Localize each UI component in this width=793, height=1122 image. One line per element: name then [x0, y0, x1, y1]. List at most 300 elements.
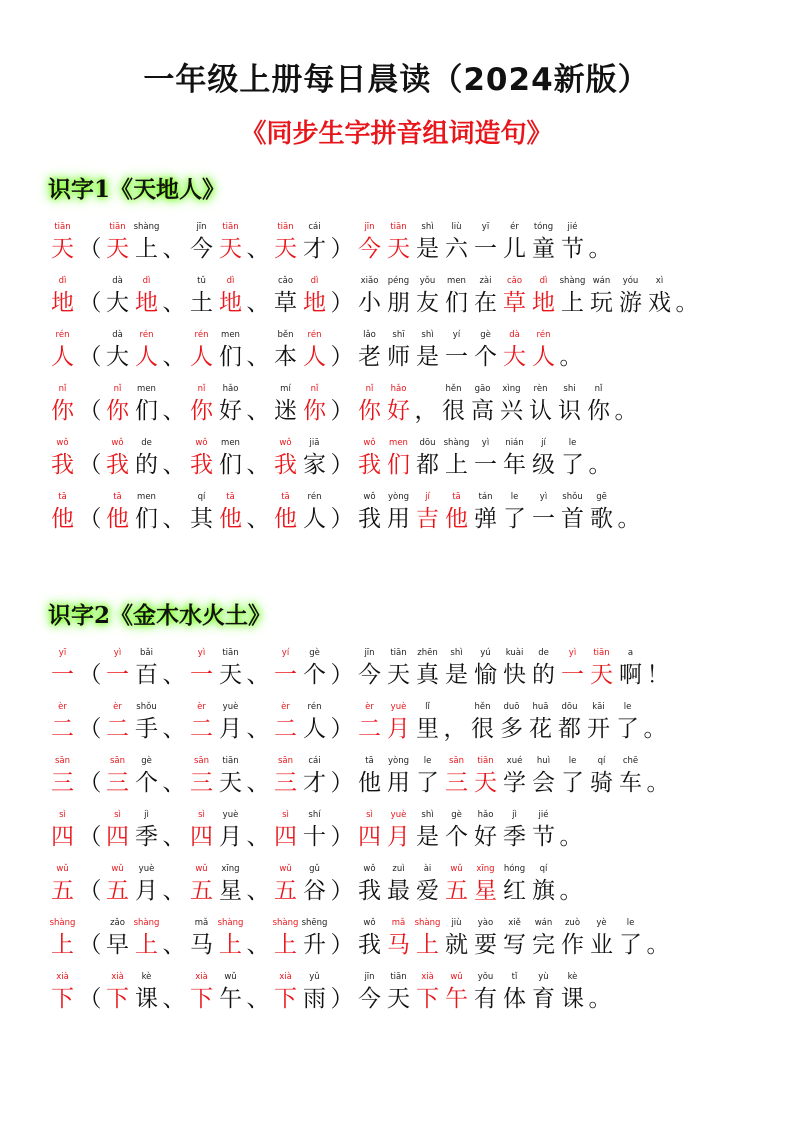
hanzi: 我 [274, 452, 297, 478]
pinyin: tiān [390, 972, 407, 982]
hanzi-cell [413, 491, 442, 534]
hanzi: 大 [503, 344, 526, 370]
hanzi-cell [187, 701, 216, 744]
hanzi-cell [471, 647, 500, 690]
pinyin: xìng [502, 384, 521, 394]
hanzi-cell [355, 917, 384, 960]
hanzi-cell [471, 809, 500, 852]
hanzi: 谷 [303, 878, 326, 904]
pinyin: yuè [222, 810, 239, 820]
hanzi-cell [442, 221, 471, 264]
hanzi: 你 [358, 398, 381, 424]
hanzi-cell [439, 383, 468, 426]
hanzi-cell [103, 755, 132, 798]
hanzi-cell [471, 755, 500, 798]
pinyin: wǒ [111, 438, 124, 448]
hanzi-cell [216, 275, 245, 318]
hanzi: 老 [358, 344, 381, 370]
hanzi: 五 [106, 878, 129, 904]
punctuation-cell [161, 701, 187, 744]
hanzi: 用 [387, 506, 410, 532]
punctuation-cell [587, 221, 613, 264]
hanzi: 六 [445, 236, 468, 262]
hanzi-cell [216, 221, 245, 264]
pinyin: sì [366, 810, 373, 820]
hanzi: 上 [135, 932, 158, 958]
punctuation-cell [77, 701, 103, 744]
hanzi-cell [384, 863, 413, 906]
hanzi: 我 [358, 452, 381, 478]
pinyin: tiān [222, 648, 239, 658]
pinyin: wǔ [450, 972, 463, 982]
pinyin: kāi [592, 702, 605, 712]
hanzi: 他 [274, 506, 297, 532]
sentence-line [48, 210, 768, 264]
pinyin: yì [481, 438, 490, 448]
pinyin: sān [277, 756, 294, 766]
hanzi: 我 [106, 452, 129, 478]
hanzi: 们 [135, 506, 158, 532]
hanzi: 、 [162, 398, 186, 424]
hanzi-cell [355, 329, 384, 372]
hanzi: 三 [190, 770, 213, 796]
hanzi-cell [442, 329, 471, 372]
hanzi-cell [271, 863, 300, 906]
pinyin: yī [481, 222, 490, 232]
hanzi-cell [48, 917, 77, 960]
sentence-line [48, 372, 768, 426]
hanzi: 下 [274, 986, 297, 1012]
hanzi: 、 [162, 932, 186, 958]
pinyin: tā [113, 492, 122, 502]
hanzi: （ [78, 506, 102, 532]
punctuation-cell [77, 437, 103, 480]
pinyin: shì [450, 648, 463, 658]
hanzi-cell [132, 437, 161, 480]
hanzi-cell [187, 329, 216, 372]
hanzi: 个 [474, 344, 497, 370]
sentence-line [48, 264, 768, 318]
hanzi: 上 [416, 932, 439, 958]
hanzi: 本 [274, 344, 297, 370]
punctuation-cell [413, 383, 439, 426]
hanzi-cell [132, 329, 161, 372]
pinyin: ér [510, 222, 519, 232]
hanzi: 你 [587, 398, 610, 424]
sentence-line [48, 318, 768, 372]
punctuation-cell [161, 917, 187, 960]
hanzi-cell [271, 701, 300, 744]
hanzi: （ [78, 932, 102, 958]
hanzi-cell [271, 437, 300, 480]
hanzi-cell [471, 863, 500, 906]
hanzi-cell [471, 971, 500, 1014]
hanzi: 季 [503, 824, 526, 850]
hanzi: 我 [51, 452, 74, 478]
hanzi: 花 [529, 716, 552, 742]
hanzi: 的 [135, 452, 158, 478]
hanzi: ） [330, 824, 354, 850]
pinyin: nǐ [310, 384, 319, 394]
hanzi-cell [187, 647, 216, 690]
pinyin: gè [480, 330, 491, 340]
hanzi: 、 [162, 344, 186, 370]
hanzi: 天 [51, 236, 74, 262]
hanzi-cell [216, 809, 245, 852]
pinyin: mǎ [391, 918, 406, 928]
hanzi-cell [132, 491, 161, 534]
hanzi: 多 [500, 716, 523, 742]
hanzi-cell [48, 863, 77, 906]
pinyin: zài [479, 276, 492, 286]
pinyin: wǔ [195, 864, 208, 874]
hanzi: 的 [532, 662, 555, 688]
hanzi-cell [587, 917, 616, 960]
hanzi: 吉 [416, 506, 439, 532]
pinyin: tǐ [511, 972, 518, 982]
punctuation-cell [329, 809, 355, 852]
hanzi-cell [529, 971, 558, 1014]
pinyin: sì [198, 810, 205, 820]
section-title: 《金木水火土》 [110, 602, 272, 629]
hanzi-cell [384, 383, 413, 426]
hanzi: 四 [358, 824, 381, 850]
section-number: 识字2 [48, 602, 111, 629]
hanzi: 师 [387, 344, 410, 370]
hanzi: 骑 [590, 770, 613, 796]
hanzi: 、 [246, 716, 270, 742]
pinyin: xià [111, 972, 124, 982]
hanzi: 三 [274, 770, 297, 796]
pinyin: xià [56, 972, 69, 982]
hanzi-cell [271, 491, 300, 534]
hanzi-cell [132, 917, 161, 960]
pinyin: xià [279, 972, 292, 982]
hanzi-cell [300, 809, 329, 852]
hanzi-cell [48, 701, 77, 744]
pinyin: běn [277, 330, 294, 340]
hanzi-cell [48, 755, 77, 798]
pinyin: shàng [272, 918, 299, 928]
pinyin: jīn [364, 648, 375, 658]
hanzi: 、 [162, 236, 186, 262]
pinyin: gǔ [309, 864, 320, 874]
hanzi-cell [271, 647, 300, 690]
pinyin: yù [538, 972, 549, 982]
hanzi: 我 [358, 932, 381, 958]
hanzi: 他 [358, 770, 381, 796]
hanzi: 天 [274, 236, 297, 262]
pinyin: rén [307, 330, 322, 340]
pinyin: rén [194, 330, 209, 340]
hanzi: ） [330, 452, 354, 478]
hanzi-cell [300, 647, 329, 690]
sentence-line [48, 852, 768, 906]
pinyin: xì [655, 276, 664, 286]
pinyin: le [568, 438, 577, 448]
hanzi: 有 [474, 986, 497, 1012]
pinyin: rén [307, 492, 322, 502]
pinyin: wǔ [279, 864, 292, 874]
punctuation-cell [161, 809, 187, 852]
hanzi: 午 [219, 986, 242, 1012]
hanzi: 天 [387, 662, 410, 688]
pinyin: cái [308, 222, 321, 232]
hanzi: 、 [246, 662, 270, 688]
hanzi: 、 [246, 290, 270, 316]
pinyin: shàng [217, 918, 244, 928]
hanzi-cell [529, 275, 558, 318]
hanzi: （ [78, 290, 102, 316]
hanzi: 月 [219, 824, 242, 850]
hanzi-cell [442, 437, 471, 480]
sentence-line [48, 480, 768, 534]
punctuation-cell [77, 329, 103, 372]
hanzi-cell [500, 755, 529, 798]
hanzi: ） [330, 236, 354, 262]
hanzi: 一 [532, 506, 555, 532]
punctuation-cell [329, 383, 355, 426]
line-list [48, 636, 768, 1014]
pinyin: men [137, 384, 156, 394]
hanzi-cell [132, 755, 161, 798]
hanzi: （ [78, 344, 102, 370]
pinyin: jí [425, 492, 430, 502]
pinyin: yào [477, 918, 494, 928]
hanzi-cell [216, 329, 245, 372]
pinyin: rén [55, 330, 70, 340]
pinyin: tóng [533, 222, 554, 232]
hanzi-cell [48, 383, 77, 426]
hanzi: 旗 [532, 878, 555, 904]
hanzi-cell [48, 275, 77, 318]
page-subtitle: 《同步生字拼音组词造句》 [240, 119, 553, 149]
hanzi: 育 [532, 986, 555, 1012]
hanzi-cell [558, 917, 587, 960]
pinyin: rèn [533, 384, 548, 394]
pinyin: xīng [476, 864, 495, 874]
punctuation-cell [245, 383, 271, 426]
hanzi-cell [187, 809, 216, 852]
punctuation-cell [329, 863, 355, 906]
hanzi: 人 [303, 344, 326, 370]
hanzi: 一 [106, 662, 129, 688]
hanzi-cell [500, 971, 529, 1014]
hanzi: 星 [474, 878, 497, 904]
hanzi: 天 [474, 770, 497, 796]
hanzi: 。 [588, 236, 612, 262]
hanzi-cell [555, 701, 584, 744]
pinyin: wǔ [224, 972, 237, 982]
pinyin: mí [280, 384, 291, 394]
hanzi: 二 [190, 716, 213, 742]
pinyin: shàng [559, 276, 586, 286]
pinyin: shàng [133, 222, 160, 232]
hanzi: 们 [219, 344, 242, 370]
punctuation-cell [245, 437, 271, 480]
hanzi: 一 [51, 662, 74, 688]
pinyin: tā [281, 492, 290, 502]
hanzi: 们 [387, 452, 410, 478]
pinyin: tiān [222, 222, 239, 232]
pinyin: nǐ [113, 384, 122, 394]
punctuation-cell [587, 971, 613, 1014]
pinyin: sān [448, 756, 465, 766]
hanzi: 们 [219, 452, 242, 478]
hanzi-cell [271, 971, 300, 1014]
hanzi: 午 [445, 986, 468, 1012]
section-heading [48, 170, 768, 210]
hanzi: 天 [387, 986, 410, 1012]
hanzi-cell [616, 647, 645, 690]
hanzi-cell [103, 863, 132, 906]
hanzi: 兴 [500, 398, 523, 424]
punctuation-cell [77, 863, 103, 906]
hanzi-cell [413, 917, 442, 960]
pinyin: shàng [49, 918, 76, 928]
hanzi: 月 [387, 824, 410, 850]
pinyin: dà [509, 330, 520, 340]
punctuation-cell [161, 221, 187, 264]
hanzi: 四 [274, 824, 297, 850]
hanzi-cell [103, 971, 132, 1014]
pinyin: wǔ [56, 864, 69, 874]
hanzi-cell [413, 971, 442, 1014]
pinyin: wǔ [450, 864, 463, 874]
pinyin: le [568, 756, 577, 766]
pinyin: rén [536, 330, 551, 340]
punctuation-cell [245, 971, 271, 1014]
hanzi-cell [468, 701, 497, 744]
pinyin: sì [59, 810, 66, 820]
hanzi: 作 [561, 932, 584, 958]
pinyin: wǒ [363, 918, 376, 928]
hanzi: 好 [387, 398, 410, 424]
punctuation-cell [642, 701, 668, 744]
hanzi: 。 [643, 716, 667, 742]
pinyin: rén [307, 702, 322, 712]
hanzi: 个 [445, 824, 468, 850]
pinyin: tiān [222, 756, 239, 766]
hanzi: 天 [219, 770, 242, 796]
hanzi: 他 [106, 506, 129, 532]
hanzi: 其 [190, 506, 213, 532]
lesson-section-2 [48, 596, 768, 1014]
hanzi: 在 [474, 290, 497, 316]
punctuation-cell [245, 809, 271, 852]
hanzi-cell [442, 491, 471, 534]
hanzi: 一 [474, 452, 497, 478]
hanzi-cell [529, 329, 558, 372]
hanzi: 课 [135, 986, 158, 1012]
hanzi: 要 [474, 932, 497, 958]
pinyin: yuè [138, 864, 155, 874]
hanzi: 百 [135, 662, 158, 688]
hanzi: 、 [162, 716, 186, 742]
hanzi-cell [355, 647, 384, 690]
hanzi-cell [103, 383, 132, 426]
hanzi-cell [48, 809, 77, 852]
pinyin: dà [112, 330, 123, 340]
punctuation-cell [329, 329, 355, 372]
hanzi-cell [555, 383, 584, 426]
hanzi-cell [500, 221, 529, 264]
pinyin: men [389, 438, 408, 448]
punctuation-cell [161, 329, 187, 372]
pinyin: shì [421, 810, 434, 820]
hanzi: 高 [471, 398, 494, 424]
hanzi: 首 [561, 506, 584, 532]
hanzi-cell [413, 863, 442, 906]
hanzi-cell [471, 275, 500, 318]
hanzi: 一 [474, 236, 497, 262]
hanzi: 、 [162, 662, 186, 688]
hanzi-cell [216, 917, 245, 960]
hanzi: 今 [358, 662, 381, 688]
punctuation-cell [161, 647, 187, 690]
hanzi: 里 [416, 716, 439, 742]
pinyin: yí [452, 330, 461, 340]
hanzi: 下 [51, 986, 74, 1012]
hanzi-cell [271, 383, 300, 426]
hanzi: 啊 [619, 662, 642, 688]
hanzi-cell [384, 755, 413, 798]
hanzi: 、 [162, 290, 186, 316]
hanzi-cell [413, 437, 442, 480]
hanzi: 他 [219, 506, 242, 532]
hanzi-cell [587, 647, 616, 690]
hanzi: ， [414, 398, 438, 424]
hanzi: 一 [274, 662, 297, 688]
hanzi: 业 [590, 932, 613, 958]
hanzi: 上 [445, 452, 468, 478]
pinyin: huì [536, 756, 551, 766]
hanzi: 是 [416, 824, 439, 850]
pinyin: dì [226, 276, 235, 286]
pinyin: tiān [477, 756, 494, 766]
punctuation-cell [329, 971, 355, 1014]
hanzi: 。 [614, 398, 638, 424]
hanzi: （ [78, 452, 102, 478]
pinyin: tán [478, 492, 493, 502]
hanzi-cell [500, 491, 529, 534]
pinyin: cǎo [277, 276, 294, 286]
pinyin: shí [308, 810, 321, 820]
pinyin: shàng [133, 918, 160, 928]
hanzi-cell [300, 329, 329, 372]
hanzi-cell [132, 647, 161, 690]
hanzi: 大 [106, 290, 129, 316]
hanzi: 真 [416, 662, 439, 688]
hanzi-cell [48, 971, 77, 1014]
pinyin: sì [114, 810, 121, 820]
hanzi: 个 [303, 662, 326, 688]
punctuation-cell [77, 917, 103, 960]
hanzi: 是 [416, 344, 439, 370]
hanzi: 玩 [590, 290, 613, 316]
hanzi: 草 [503, 290, 526, 316]
hanzi: 二 [51, 716, 74, 742]
hanzi: 五 [190, 878, 213, 904]
pinyin: de [141, 438, 152, 448]
pinyin: kè [141, 972, 152, 982]
pinyin: yǔ [309, 972, 320, 982]
hanzi-cell [216, 491, 245, 534]
hanzi-cell [645, 275, 674, 318]
hanzi-cell [216, 383, 245, 426]
hanzi: 地 [303, 290, 326, 316]
hanzi: 家 [303, 452, 326, 478]
